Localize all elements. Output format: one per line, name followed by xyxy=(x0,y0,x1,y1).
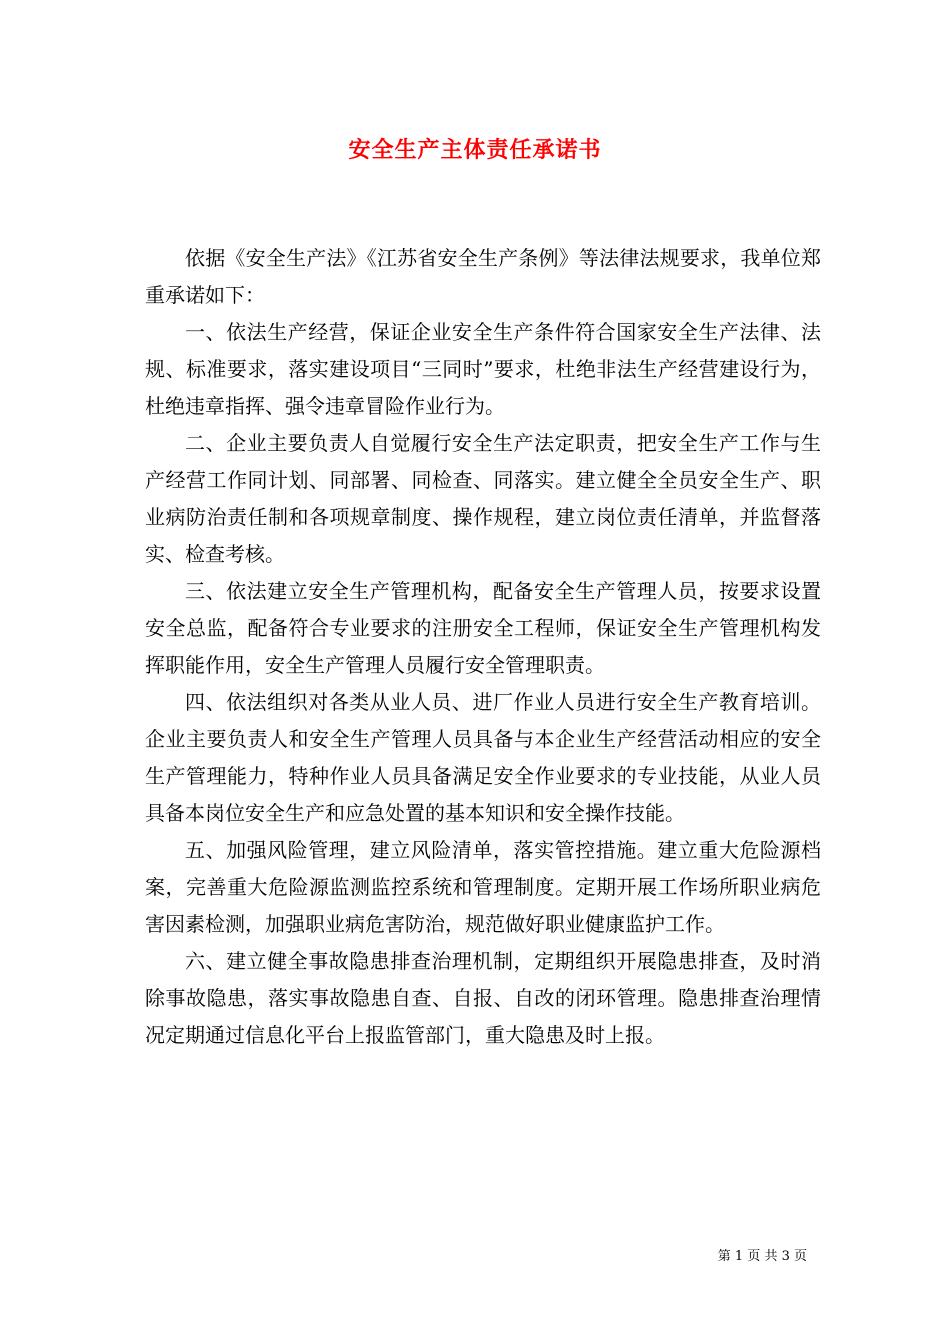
paragraph-item-4: 四、依法组织对各类从业人员、进厂作业人员进行安全生产教育培训。企业主要负责人和安全生产管理人员具备与本企业生产经营活动相应的安全生产管理能力，特种作业人员具备满足安全作业要求的专业技能，从业人员具备本岗位安全生产和应急处置的基本知识和安全操作技能。 xyxy=(145,690,821,825)
paragraph-item-6: 六、建立健全事故隐患排查治理机制，定期组织开展隐患排查，及时消除事故隐患，落实事故隐患自查、自报、自改的闭环管理。隐患排查治理情况定期通过信息化平台上报监管部门，重大隐患及时上报。 xyxy=(145,949,821,1047)
page-number: 第 1 页 共 3 页 xyxy=(717,1249,807,1264)
paragraph-item-1: 一、依法生产经营，保证企业安全生产条件符合国家安全生产法律、法规、标准要求，落实建设项目“三同时”要求，杜绝非法生产经营建设行为，杜绝违章指挥、强令违章冒险作业行为。 xyxy=(145,320,821,418)
document-body xyxy=(145,240,821,1054)
paragraph-intro: 依据《安全生产法》《江苏省安全生产条例》等法律法规要求，我单位郑重承诺如下： xyxy=(145,246,821,307)
paragraph-item-5: 五、加强风险管理，建立风险清单，落实管控措施。建立重大危险源档案，完善重大危险源监测监控系统和管理制度。定期开展工作场所职业病危害因素检测，加强职业病危害防治，规范做好职业健康监护工作。 xyxy=(145,838,821,936)
paragraph-item-3: 三、依法建立安全生产管理机构，配备安全生产管理人员，按要求设置安全总监，配备符合专业要求的注册安全工程师，保证安全生产管理机构发挥职能作用，安全生产管理人员履行安全管理职责。 xyxy=(145,579,821,677)
document-title: 安全生产主体责任承诺书 xyxy=(348,137,602,163)
paragraph-item-2: 二、企业主要负责人自觉履行安全生产法定职责，把安全生产工作与生产经营工作同计划、同部署、同检查、同落实。建立健全全员安全生产、职业病防治责任制和各项规章制度、操作规程，建立岗位责任清单，并监督落实、检查考核。 xyxy=(145,431,821,566)
